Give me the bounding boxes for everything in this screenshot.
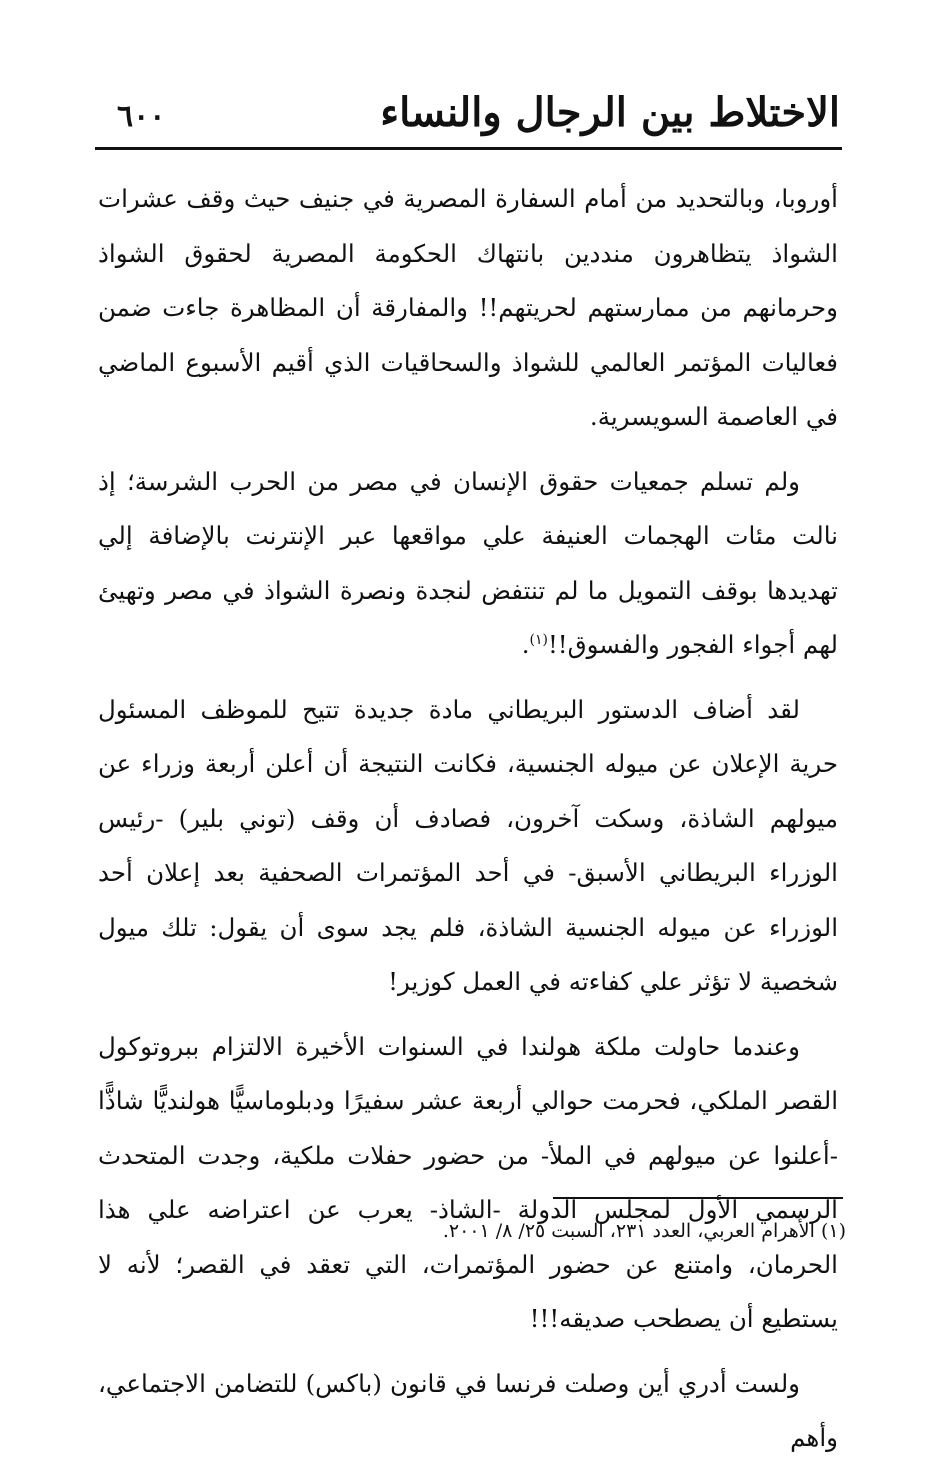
paragraph-text: ولست أدري أين وصلت فرنسا في قانون (باكس) للتضامن الاجتماعي، وأهم [98, 1368, 838, 1452]
paragraph [98, 172, 838, 445]
paragraph-text: ولم تسلم جمعيات حقوق الإنسان في مصر من الحرب الشرسة؛ إذ نالت مئات الهجمات العنيفة علي مواقعها عبر الإنترنت بالإضافة إلي تهديدها بوقف التمويل ما لم تنتفض لنجدة ونصرة الشواذ في مصر وتهيئ لهم أجواء الفجور والفسوق!! [98, 466, 838, 659]
paragraph-text: لقد أضاف الدستور البريطاني مادة جديدة تتيح للموظف المسئول حرية الإعلان عن ميوله الجنسية، فكانت النتيجة أن أعلن أربعة وزراء عن ميولهم الشاذة، وسكت آخرون، فصادف أن وقف (توني بلير) -رئيس الوزراء البريطاني الأسبق- في أحد المؤتمرات الصحفية بعد إعلان أحد الوزراء عن ميوله الجنسية الشاذة، فلم يجد سوى أن يقول: تلك ميول شخصية لا تؤثر علي كفاءته في العمل كوزير! [98, 694, 838, 996]
body-text [98, 172, 838, 1476]
page-header [95, 85, 840, 155]
header-rule [95, 147, 842, 150]
running-title: الاختلاط بين الرجال والنساء [380, 89, 840, 136]
footnote-rule [553, 1197, 843, 1199]
paragraph [98, 1357, 838, 1466]
footnote: (١) الأهرام العربي، العدد ٢٣١، السبت ٢٥/ ٨/ ٢٠٠١. [442, 1220, 846, 1242]
paragraph: ولم تسلم جمعيات حقوق الإنسان في مصر من الحرب الشرسة؛ إذ نالت مئات الهجمات العنيفة علي مواقعها عبر الإنترنت بالإضافة إلي تهديدها بوقف التمويل ما لم تنتفض لنجدة ونصرة الشواذ في مصر وتهيئ لهم أجواء الفجور والفسوق!!$^{(١)}$. [98, 466, 838, 659]
paragraph-text: أوروبا، وبالتحديد من أمام السفارة المصرية في جنيف حيث وقف عشرات الشواذ يتظاهرون منددين بانتهاك الحكومة المصرية لحقوق الشواذ وحرمانهم من ممارستهم لحريتهم!! والمفارقة أن المظاهرة جاءت ضمن فعاليات المؤتمر العالمي للشواذ والسحاقيات الذي أقيم الأسبوع الماضي في العاصمة السويسرية. [98, 184, 838, 431]
paragraph [98, 683, 838, 1010]
paragraph [98, 1020, 838, 1347]
footnote-reference: (١) [529, 631, 548, 648]
page-number: ٦٠٠ [117, 99, 166, 134]
paragraph-text: وعندما حاولت ملكة هولندا في السنوات الأخيرة الالتزام ببروتوكول القصر الملكي، فحرمت حوالي أربعة عشر سفيرًا ودبلوماسيًّا هولنديًّا شاذًّا -أعلنوا عن ميولهم في الملأ- من حضور حفلات ملكية، وجدت المتحدث الرسمي الأول لمجلس الدولة -الشاذ- يعرب عن اعتراضه علي هذا الحرمان، وامتنع عن حضور المؤتمرات، التي تعقد في القصر؛ لأنه لا يستطيع أن يصطحب صديقه!!! [98, 1031, 838, 1333]
